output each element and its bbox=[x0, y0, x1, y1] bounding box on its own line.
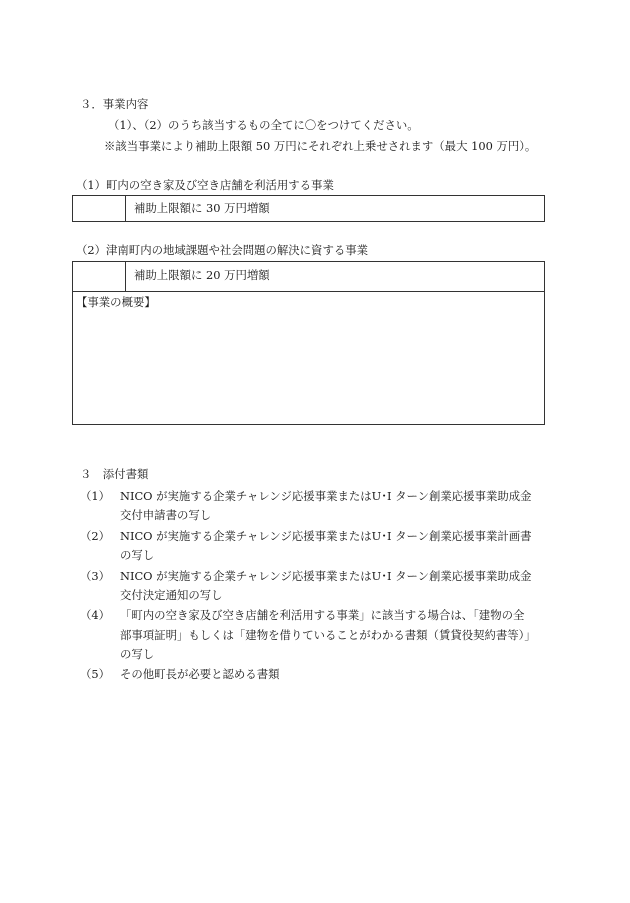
item2-checkbox-cell[interactable] bbox=[73, 262, 125, 291]
item2-title: （2）津南町内の地域課題や社会問題の解決に資する事業 bbox=[76, 243, 369, 257]
attachment-number: （4） bbox=[80, 608, 111, 622]
item2-cell-text: 補助上限額に 20 万円増額 bbox=[134, 268, 270, 282]
item2-col-divider bbox=[125, 261, 126, 291]
attachment-text: 部事項証明」もしくは「建物を借りていることがわかる書類（賃貸役契約書等）」 bbox=[120, 628, 536, 642]
attachment-text: 交付申請書の写し bbox=[120, 508, 212, 522]
attachment-number: （2） bbox=[80, 529, 111, 543]
attachment-text: の写し bbox=[120, 548, 155, 562]
attachment-number: （3） bbox=[80, 569, 111, 583]
item2-row-divider bbox=[72, 291, 545, 292]
summary-label: 【事業の概要】 bbox=[76, 295, 156, 309]
attachment-number: （5） bbox=[80, 667, 111, 681]
attachment-text: の写し bbox=[120, 647, 155, 661]
note-text: ※該当事業により補助上限額 50 万円にそれぞれ上乗せされます（最大 100 万円）。 bbox=[104, 139, 537, 153]
attachment-number: （1） bbox=[80, 489, 111, 503]
item1-checkbox-cell[interactable] bbox=[73, 196, 125, 221]
item1-cell-text: 補助上限額に 30 万円増額 bbox=[134, 201, 270, 215]
attachments-heading: ３ 添付書類 bbox=[80, 467, 149, 481]
instruction-text: （1）、（2）のうち該当するもの全てに〇をつけてください。 bbox=[108, 118, 419, 132]
attachment-text: 交付決定通知の写し bbox=[120, 588, 223, 602]
item1-divider bbox=[125, 195, 126, 222]
attachment-text: NICO が実施する企業チャレンジ応援事業またはU･I ターン創業応援事業計画書 bbox=[120, 529, 532, 543]
attachment-text: NICO が実施する企業チャレンジ応援事業またはU･I ターン創業応援事業助成金 bbox=[120, 569, 532, 583]
item1-title: （1）町内の空き家及び空き店舗を利活用する事業 bbox=[76, 178, 334, 192]
attachment-text: その他町長が必要と認める書類 bbox=[120, 667, 280, 681]
section-heading: ３．事業内容 bbox=[80, 97, 149, 111]
attachment-text: 「町内の空き家及び空き店舗を利活用する事業」に該当する場合は、「建物の全 bbox=[120, 608, 525, 622]
summary-input[interactable] bbox=[73, 312, 544, 424]
attachment-text: NICO が実施する企業チャレンジ応援事業またはU･I ターン創業応援事業助成金 bbox=[120, 489, 532, 503]
